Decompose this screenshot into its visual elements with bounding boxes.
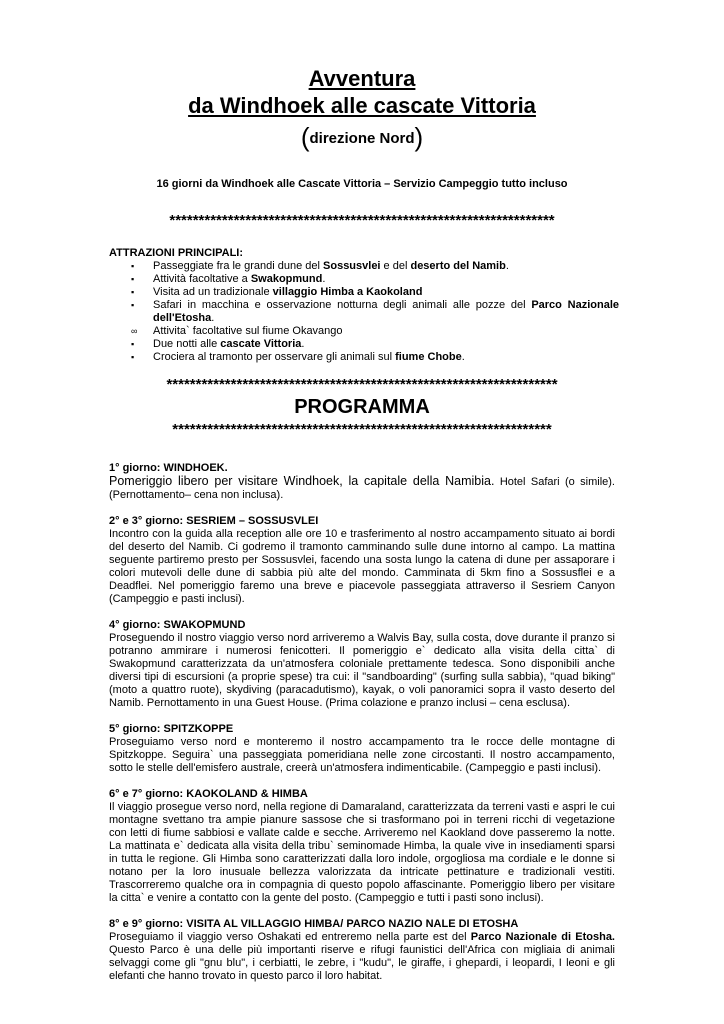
item-bold: villaggio Himba a Kaokoland (272, 286, 423, 298)
item-bold: Sossusvlei (323, 260, 381, 272)
item-text: Due notti alle (153, 338, 221, 350)
list-item (109, 299, 619, 325)
bullet-icon: ▪ (131, 261, 135, 271)
day-text: Proseguendo il nostro viaggio verso nord arriveremo a Walvis Bay, sulla costa, dove durante il pranzo si potranno ammirare i numerosi fenicotteri. Il pomeriggio e` dedicato alla visita della citta` di Swakopmund caratterizzata da un'atmosfera coloniale prettamente tedesca. Sono disponibili anche diversi tipi di escursioni (a proprie spese) tra cui: il "sandboarding" (surfing sulla sabbia), "quad biking" (moto a quattro ruote), skydiving (paracadutismo), kayak, o voli panoramici sopra il vasto deserto del Namib. Pernottamento in una Guest House. (Prima colazione e pranzo inclusi – cena esclusa). (109, 632, 615, 709)
item-text: . (505, 260, 509, 272)
star-separator: ******************************************************************* (166, 376, 558, 393)
item-text: e del (380, 260, 411, 272)
day-text: Il viaggio prosegue verso nord, nella regione di Damaraland, caratterizzata da terreni vasti e aspri le cui montagne svettano tra ampie pianure sassose che si trasformano poi in terreni ricchi di vegetazione con letti di fiume sabbiosi e vallate calde e secche. Arriveremo nel Kaokland dove passeremo la notte. La mattinata e` dedicata alla visita della tribu` seminomade Himba, la quale vive in insediamenti sparsi in tutta le regione. Gli Himba sono caratterizzati dalla loro indole, orgogliosa ma cordiale e le donne si notano per la loro inusuale bellezza valorizzata da intricate pettinature e tradizionali vestiti. Trascorreremo qualche ora in compagnia di questo popolo affascinante. Pomeriggio libero per visitare la citta` e venire a contatto con la gente del posto. (Campeggio e tutti i pasti sono inclusi). (109, 801, 615, 904)
day-title: 8° e 9° giorno: VISITA AL VILLAGGIO HIMBA/ PARCO NAZIO NALE DI ETOSHA (109, 918, 519, 930)
star-separator: ***************************************************************** (172, 421, 552, 438)
day-title: 2° e 3° giorno: SESRIEM – SOSSUSVLEI (109, 515, 319, 527)
list-item (109, 286, 619, 299)
day-title: 1° giorno: WINDHOEK. (109, 462, 228, 474)
itinerary (109, 462, 615, 996)
day-text-large: Pomeriggio libero per visitare Windhoek, la capitale della Namibia. (109, 474, 495, 488)
infinity-icon: ∞ (131, 326, 138, 336)
item-text: . (322, 273, 326, 285)
item-text: . (301, 338, 305, 350)
bullet-icon: ▪ (131, 300, 135, 310)
attractions-section (109, 247, 619, 364)
list-item (109, 325, 619, 338)
day-text-body: Questo Parco è una delle più importanti riserve e rifugi faunistici dell'Africa con migliaia di animali selvaggi come gli "gnu blu", i cerbiatti, le zebre, i "kudu", le giraffe, i ghepardi, i leopardi, I leoni e gli elefanti che hanno trovato in questo parco il loro habitat. (109, 944, 615, 982)
item-text: Attivita` facoltative sul fiume Okavango (153, 325, 343, 337)
list-item (109, 351, 619, 364)
direction-subtitle (0, 122, 724, 153)
item-bold: Swakopmund (250, 273, 323, 285)
day-text (109, 931, 615, 983)
attractions-list (109, 260, 619, 364)
day-text (109, 475, 615, 502)
paren-close: ) (414, 122, 424, 152)
day-title: 5° giorno: SPITZKOPPE (109, 723, 234, 735)
item-text: . (461, 351, 465, 363)
item-bold: cascate Vittoria (220, 338, 302, 350)
item-text: Passeggiate fra le grandi dune del (153, 260, 324, 272)
paren-open: ( (300, 122, 310, 152)
item-text: . (211, 312, 215, 324)
day-entry (109, 918, 615, 983)
title-line-2: da Windhoek alle cascate Vittoria (188, 93, 536, 118)
day-entry (109, 462, 615, 502)
day-text-body: Proseguiamo il viaggio verso Oshakati ed entreremo nella parte est del (109, 931, 471, 943)
day-entry (109, 723, 615, 775)
bullet-icon: ▪ (131, 352, 135, 362)
title-line-1: Avventura (308, 66, 416, 91)
day-entry (109, 515, 615, 606)
bullet-icon: ▪ (131, 287, 135, 297)
day-entry (109, 788, 615, 905)
attractions-heading: ATTRAZIONI PRINCIPALI: (109, 247, 244, 259)
item-text: Crociera al tramonto per osservare gli animali sul (153, 351, 396, 363)
day-text: Incontro con la guida alla reception alle ore 10 e trasferimento al nostro accampamento situato ai bordi del deserto del Namib. Ci godremo il tramonto camminando sulle dune intorno al campo. La mattina seguente partiremo presto per Sossusvlei, facendo una sosta lungo la catena di dune per assaporare i colori mutevoli delle dune di sabbia più alte del mondo. Camminata di 5km fino a Sossusflei e a Deadflei. Nel pomeriggio faremo una breve e piacevole passeggiata attraverso il Sesriem Canyon (Campeggio e pasti inclusi). (109, 528, 615, 605)
item-bold: fiume Chobe (395, 351, 462, 363)
item-bold: deserto del Namib (410, 260, 506, 272)
list-item (109, 338, 619, 351)
star-separator: ****************************************************************** (169, 212, 555, 229)
item-text: Safari in macchina e osservazione notturna degli animali alle pozze del (153, 299, 532, 311)
item-text: Attività facoltative a (153, 273, 251, 285)
bullet-icon: ▪ (131, 339, 135, 349)
day-text: Proseguiamo verso nord e monteremo il nostro accampamento tra le rocce delle montagne di Spitzkoppe. Seguira` una passeggiata pomeridiana nelle zone circostanti. Il nostro accampamento, sotto le stelle dell'emisfero australe, creerà un'atmosfera indimenticabile. (Campeggio e pasti inclusi). (109, 736, 615, 774)
list-item (109, 260, 619, 273)
day-title: 6° e 7° giorno: KAOKOLAND & HIMBA (109, 788, 308, 800)
bullet-icon: ▪ (131, 274, 135, 284)
list-item (109, 273, 619, 286)
item-text: Visita ad un tradizionale (153, 286, 273, 298)
day-entry (109, 619, 615, 710)
day-text-body: Hotel Safari (o simile). (Pernottamento– cena non inclusa). (109, 476, 615, 501)
day-text-bold: Parco Nazionale di Etosha. (470, 931, 615, 943)
tour-tagline: 16 giorni da Windhoek alle Cascate Vittoria – Servizio Campeggio tutto incluso (156, 178, 568, 190)
day-title: 4° giorno: SWAKOPMUND (109, 619, 246, 631)
programma-heading: PROGRAMMA (294, 396, 430, 418)
item-bold: Parco Nazionale dell'Etosha (153, 299, 619, 324)
direction-text: direzione Nord (309, 130, 415, 147)
